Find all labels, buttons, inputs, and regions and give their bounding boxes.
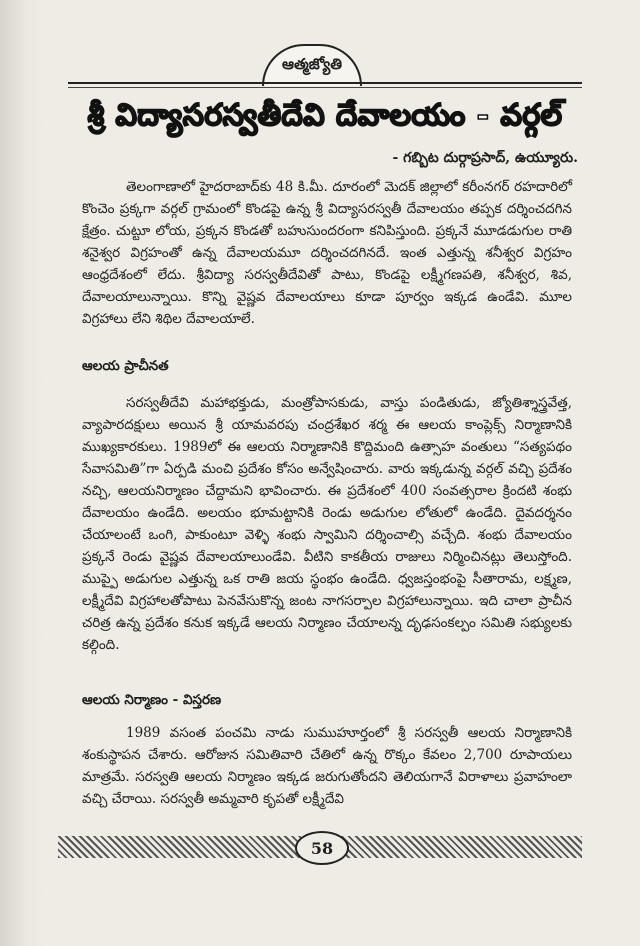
intro-paragraph bbox=[82, 176, 572, 356]
intro-text: తెలంగాణాలో హైదరాబాద్‌కు 48 కి.మీ. దూరంలో మెదక్ జిల్లాలో కరీంనగర్ రహదారిలో కొంచెం ప్రక్కగా వర్గల్ గ్రామంలో కొండపై ఉన్న శ్రీ విద్యాసరస్వతీ దేవాలయం తప్పక దర్శించదగిన క్షేత్రం. చుట్టూ లోయ, ప్రక్కన కొండతో బహుసుందరంగా కనిపిస్తుంది. ప్రక్కనే మూడడుగుల రాతి శనైశ్వర విగ్రహంతో ఉన్న దేవాలయమూ దర్శించదగినదే. ఇంత ఎత్తున్న శనీశ్వర విగ్రహం ఆంధ్రదేశంలో లేదు. శ్రీవిద్యా సరస్వతీదేవితో పాటు, కొండపై లక్ష్మీగణపతి, శనీశ్వర, శివ, దేవాలయాలున్నాయి. కొన్ని వైష్ణవ దేవాలయాలు కూడా పూర్వం ఇక్కడ ఉండేవి. మూల విగ్రహాలు లేని శిథిల దేవాలయాలే. bbox=[82, 179, 572, 327]
section-heading-construction: ఆలయ నిర్మాణం - విస్తరణ bbox=[82, 692, 222, 708]
article-title: శ్రీ విద్యాసరస్వతీదేవి దేవాలయం - వర్గల్ bbox=[87, 98, 563, 133]
header-rule bbox=[68, 82, 582, 84]
antiquity-paragraph bbox=[82, 392, 572, 692]
construction-paragraph bbox=[82, 722, 572, 832]
page-spine-shadow bbox=[0, 0, 46, 946]
header-rule-secondary bbox=[68, 87, 582, 88]
section-header-badge bbox=[262, 44, 362, 86]
antiquity-text: సరస్వతీదేవి మహాభక్తుడు, మంత్రోపాసకుడు, వాస్తు పండితుడు, జ్యోతిశ్శాస్త్రవేత్త, వ్యాపారదక్షులు అయిన శ్రీ యామవరపు చంద్రశేఖర శర్మ ఈ ఆలయ కాంప్లెక్స్ నిర్మాణానికి ముఖ్యకారకులు. 1989లో ఈ ఆలయ నిర్మాణానికి కొద్దిమంది ఉత్సాహ వంతులు “సత్యపథం సేవాసమితి”గా ఏర్పడి మంచి ప్రదేశం కోసం అన్వేషించారు. వారు ఇక్కడున్న వర్గల్ వచ్చి ప్రదేశం నచ్చి, ఆలయనిర్మాణం చేద్దామని భావించారు. ఈ ప్రదేశంలో 400 సంవత్సరాల క్రిందటి శంభు దేవాలయం ఉండేది. అలయం భూమట్టానికి రెండు అడుగుల లోతులో ఉండేది. దైవదర్శనం చేయాలంటే ఒంగి, పాకుంటూ వెళ్ళి శంభు స్వామిని దర్శించాల్సి వచ్చేది. శంభు దేవాలయం ప్రక్కనే రెండు వైష్ణవ దేవాలయాలుండేవి. వీటిని కాకతీయ రాజులు నిర్మించినట్లు తెలుస్తోంది. ముప్పై అడుగుల ఎత్తున్న ఒక రాతి జయ స్థంభం ఉండేది. ధ్వజస్తంభంపై సీతారామ, లక్ష్మణ, లక్ష్మీదేవి విగ్రహాలతోపాటు పెనవేసుకొన్న జంట నాగసర్పాల విగ్రహాలున్నాయి. ఇది చాలా ప్రాచీన చరిత్ర ఉన్న ప్రదేశం కనుక ఇక్కడే ఆలయ నిర్మాణం చేయాలన్న దృఢసంకల్పం సమితి సభ్యులకు కల్గింది. bbox=[82, 395, 572, 653]
article-author: - గబ్బిట దుర్గాప్రసాద్, ఉయ్యూరు. bbox=[392, 150, 578, 166]
page-number: 58 bbox=[295, 831, 349, 865]
section-heading-antiquity: ఆలయ ప్రాచీనత bbox=[82, 358, 169, 374]
construction-text: 1989 వసంత పంచమి నాడు సుముహూర్తంలో శ్రీ సరస్వతీ ఆలయ నిర్మాణానికి శంకుస్థాపన చేశారు. ఆరోజున సమితివారి చేతిలో ఉన్న రొక్కం కేవలం 2,700 రూపాయలు మాత్రమే. సరస్వతి ఆలయ నిర్మాణం ఇక్కడ జరుగుతోందని తెలియగానే విరాళాలు ప్రవాహంలా వచ్చి చేరాయి. సరస్వతీ అమ్మవారి కృపతో లక్ష్మీదేవి bbox=[82, 725, 572, 807]
section-header-label: ఆత్మజ్యోతి bbox=[282, 55, 342, 73]
